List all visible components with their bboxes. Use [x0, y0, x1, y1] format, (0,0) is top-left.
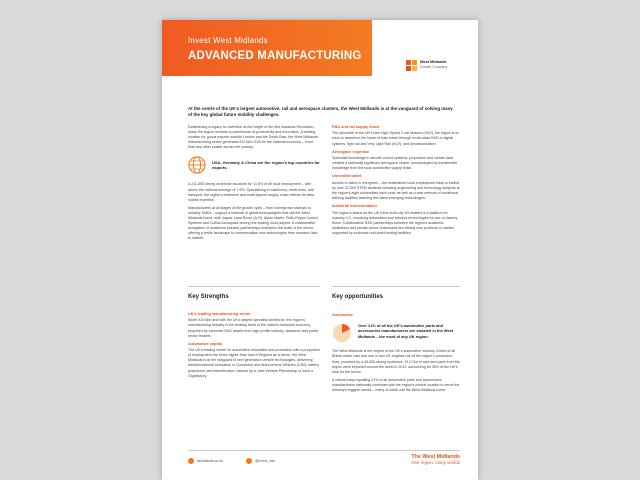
twitter-icon [246, 458, 252, 464]
divider-left [188, 286, 320, 287]
fact-sheet-page [162, 20, 478, 480]
manufacturing-sector-paragraph: Worth £10.6bn and with the UK's largest specialist workforce, the region's manufacturing industry is the beating heart of the nation's industrial economy, propelled by exclusive R&D assets from high-profile industry, academic and public sector leaders. [188, 318, 319, 338]
footer-website[interactable] [188, 458, 223, 464]
automotive-capital-paragraph: The UK's leading centre for automotive innovation and production with a proportion of employment five times higher than that of England as a whole, the West Midlands is at the vanguard of next generation vehicle technologies, delivering transformational innovation in Connected and Autonomous Vehicles (CAV); battery propulsion; and electrification, backed by a Joint Venture Partnership to build a Gigafactory. [188, 348, 320, 378]
talent-paragraph: Access to talent is evergreen – the established local employment base is fuelled by over 32,500 STEM students following engineering and technology subjects at the region's eight universities each year, as well as a vast network of vocational training facilities teaching the latest emerging technologies. [332, 180, 460, 201]
key-opportunities-section [332, 313, 460, 396]
automotive-callout [332, 323, 460, 343]
footer-brand [411, 454, 460, 465]
transformation-paragraph: The region's status as the UK's first multi-city 5G testbed is a platform for Industry 4.0, unlocking automation and robotics technologies for use on factory floors. Collaborative R&D partnerships between the region's academic institutions and private sector businesses are driving new products to market, supported by exclusive real-world testing facilities. [332, 210, 458, 235]
automotive-paragraph-2: A critical mass equalling 21% of all automotive parts and accessories manufacturers nationally combines with the region's central location to serve the industry's biggest names – many of which call the West Midlands home. [332, 377, 460, 393]
transformation-heading: Industrial transformation [332, 204, 377, 209]
footer [188, 454, 460, 470]
header-banner [162, 20, 372, 76]
aerospace-heading: Aerospace expertise [332, 149, 370, 154]
banner-title: ADVANCED MANUFACTURING [188, 50, 362, 62]
talent-heading: Unrivalled talent [332, 174, 362, 179]
footer-brand-name: The West Midlands [411, 454, 460, 460]
logo-mark-icon [406, 60, 418, 72]
automotive-heading: Automotive [332, 313, 353, 317]
right-column [332, 125, 460, 239]
logo-line1: West Midlands [420, 60, 447, 64]
automotive-paragraph-1: The West Midlands is the engine of the UK's automotive industry. A third of all British-made cars and one in four UK engines roll off the region's production lines, powered by a 46,500-strong workforce. £13.7bn of cars and parts from the region were exported around the world in 2019, accounting for 36% of the UK's total for the sector. [332, 349, 460, 374]
footer-divider [188, 450, 460, 451]
footer-twitter-text: @invest_iwm [255, 459, 276, 463]
rail-heading: R&D and rail supply chain [332, 125, 380, 129]
aerospace-paragraph: Specialist knowledge in aircraft control systems, propulsion and metals have created a nationally significant aerospace cluster, turbocharged by transferable knowledge from the local automotive supply chain. [332, 156, 458, 171]
footer-website-text: iwmidlands.co.uk [197, 459, 223, 463]
exports-callout-text: USA, Germany & China are the region's top countries for exports. [212, 160, 320, 171]
rail-paragraph: The epicentre of the UK's new High-Speed 2 rail network (HS2), the region is on track to transform the future of train travel through world-class R&D in digital systems, light rail and Very Light Rail (VLR), and decarbonisation. [332, 131, 460, 146]
globe-icon [188, 156, 206, 174]
manufacturing-sector-heading: UK's leading manufacturing sector [188, 312, 251, 316]
key-opportunities-heading: Key opportunities [332, 294, 384, 300]
left-paragraph-1: Establishing a legacy for invention at the height of the first Industrial Revolution, today the region remains a powerhouse of productivity and innovation. A leading location for goods exports outside London and the South East, the West Midlands' manufacturing sector generates £10.6bn GVA for the national economy – more than any other cluster across the country. [188, 125, 319, 150]
exports-callout [188, 156, 320, 174]
footer-brand-tagline: One region, many worlds [411, 460, 460, 465]
left-paragraph-3: Manufacturers at all stages of the growth cycle – from homegrown startups to industry SMEs – support a network of global heavyweights that call the West Midlands home, with Jaguar Land Rover (JLR), Aston Martin, Rolls-Royce Control Systems and Collins Aerospace among the leading local players. A collaborative ecosystem of academic-industry partnerships underpins the scale of the sector, offering a fertile landscape to commercialise new technologies from research labs to market. [188, 205, 319, 241]
automotive-callout-text: Over 21% of all the UK's automotive parts and accessories manufacturers are situated in the West Midlands – the most of any UK region. [358, 323, 454, 339]
left-paragraph-2: A 211,800-strong workforce accounts for 11.5% of all local employment – well above the national average of 7.9%. Specialising in machinery, electronics, and transport, the region's extensive and multi-layered supply chain reflects its deep rooted expertise. [188, 182, 315, 202]
divider-right [332, 286, 460, 287]
key-strengths-heading: Key Strengths [188, 294, 229, 300]
web-icon [188, 458, 194, 464]
logo-line2: Growth Company [420, 65, 448, 69]
banner-supertitle: Invest West Midlands [188, 36, 268, 45]
left-column [188, 125, 320, 245]
intro-text: At the centre of the UK's largest automotive, rail and aerospace clusters, the West Midlands is at the vanguard of solving many of the key global future mobility challenges. [188, 106, 453, 117]
key-strengths-section [188, 312, 320, 382]
pie-chart-icon [332, 323, 352, 343]
automotive-capital-heading: Automotive capital [188, 341, 222, 346]
footer-twitter[interactable] [246, 458, 275, 464]
